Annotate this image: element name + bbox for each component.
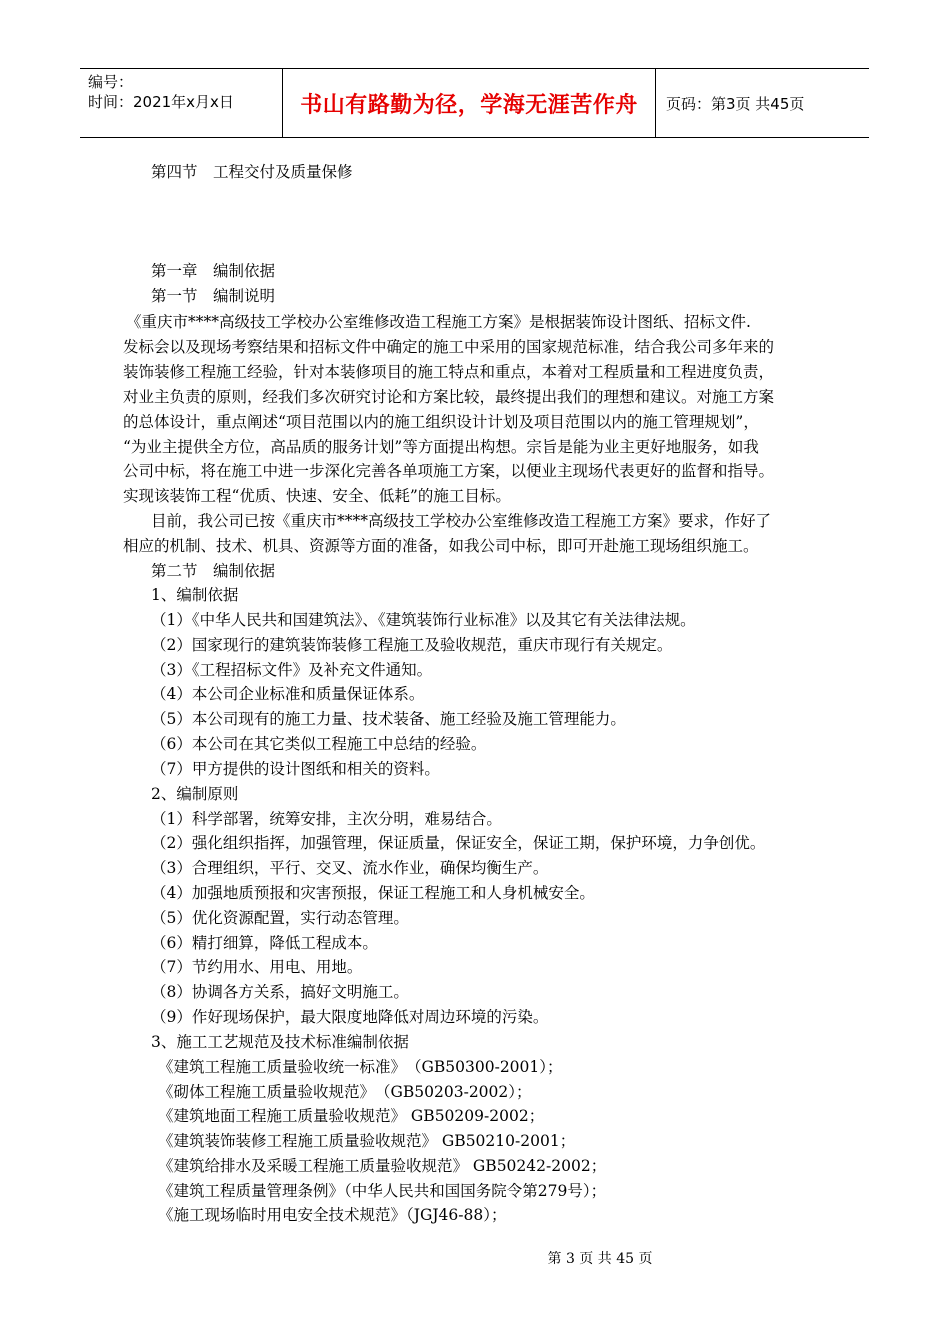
list-item: （6）精打细算，降低工程成本。 <box>151 934 378 952</box>
subsection-heading: 3、施工工艺规范及技术标准编制依据 <box>151 1033 409 1051</box>
paragraph-line: 实现该装饰工程“优质、快速、安全、低耗”的施工目标。 <box>123 487 511 505</box>
paragraph-line: 目前，我公司已按《重庆市****高级技工学校办公室维修改造工程施工方案》要求，作好了 <box>151 512 772 530</box>
list-item: （5）本公司现有的施工力量、技术装备、施工经验及施工管理能力。 <box>151 710 626 728</box>
standard-item: 《建筑给排水及采暖工程施工质量验收规范》 GB50242-2002； <box>158 1157 607 1175</box>
standard-item: 《建筑地面工程施工质量验收规范》 GB50209-2002； <box>158 1107 545 1125</box>
paragraph-line: 对业主负责的原则，经我们多次研究讨论和方案比较，最终提出我们的理想和建议。对施工方案 <box>123 388 775 406</box>
standard-item: 《施工现场临时用电安全技术规范》（JGJ46-88）； <box>158 1206 507 1224</box>
list-item: （8）协调各方关系，搞好文明施工。 <box>151 983 409 1001</box>
list-item: （3）《工程招标文件》及补充文件通知。 <box>151 661 433 679</box>
list-item: （4）本公司企业标准和质量保证体系。 <box>151 685 425 703</box>
section-heading: 第四节 工程交付及质量保修 <box>151 163 353 181</box>
header-page-label: 页码：第3页 共45页 <box>666 94 805 113</box>
paragraph-line: 公司中标，将在施工中进一步深化完善各单项施工方案，以便业主现场代表更好的监督和指导。 <box>123 462 775 480</box>
time-label: 时间：2021年x月x日 <box>88 93 234 111</box>
paragraph-line: 装饰装修工程施工经验，针对本装修项目的施工特点和重点，本着对工程质量和工程进度负责， <box>123 363 775 381</box>
header-motto: 书山有路勤为径，学海无涯苦作舟 <box>283 69 656 137</box>
section-heading: 第二节 编制依据 <box>151 562 276 580</box>
paragraph-line: “为业主提供全方位，高品质的服务计划”等方面提出构想。宗旨是能为业主更好地服务，如我 <box>123 438 759 456</box>
list-item: （5）优化资源配置，实行动态管理。 <box>151 909 409 927</box>
chapter-heading: 第一章 编制依据 <box>151 262 276 280</box>
subsection-heading: 1、编制依据 <box>151 586 239 604</box>
standard-item: 《砌体工程施工质量验收规范》 （GB50203-2002）； <box>158 1083 532 1101</box>
subsection-heading: 2、编制原则 <box>151 785 239 803</box>
list-item: （4）加强地质预报和灾害预报，保证工程施工和人身机械安全。 <box>151 884 595 902</box>
list-item: （6）本公司在其它类似工程施工中总结的经验。 <box>151 735 487 753</box>
paragraph-line: 相应的机制、技术、机具、资源等方面的准备，如我公司中标，即可开赴施工现场组织施工。 <box>123 537 759 555</box>
list-item: （7）节约用水、用电、用地。 <box>151 958 363 976</box>
list-item: （2）国家现行的建筑装饰装修工程施工及验收规范，重庆市现行有关规定。 <box>151 636 673 654</box>
list-item: （3）合理组织，平行、交叉、流水作业，确保均衡生产。 <box>151 859 549 877</box>
section-heading: 第一节 编制说明 <box>151 287 276 305</box>
paragraph-line: 的总体设计，重点阐述“项目范围以内的施工组织设计计划及项目范围以内的施工管理规划”， <box>123 413 759 431</box>
standard-item: 《建筑工程质量管理条例》（中华人民共和国国务院令第279号）； <box>158 1182 607 1200</box>
list-item: （9）作好现场保护，最大限度地降低对周边环境的污染。 <box>151 1008 549 1026</box>
standard-item: 《建筑装饰装修工程施工质量验收规范》 GB50210-2001； <box>158 1132 576 1150</box>
list-item: （1）科学部署，统筹安排，主次分明，难易结合。 <box>151 810 502 828</box>
page-footer: 第 3 页 共 45 页 <box>547 1251 653 1267</box>
header-meta <box>80 69 283 137</box>
paragraph-line: 发标会以及现场考察结果和招标文件中确定的施工中采用的国家规范标准，结合我公司多年来的 <box>123 338 775 356</box>
list-item: （1）《中华人民共和国建筑法》、《建筑装饰行业标准》以及其它有关法律法规。 <box>151 611 696 629</box>
standard-item: 《建筑工程施工质量验收统一标准》 （GB50300-2001）； <box>158 1058 563 1076</box>
list-item: （2）强化组织指挥，加强管理，保证质量，保证安全，保证工期，保护环境，力争创优。 <box>151 834 766 852</box>
page-header <box>80 68 869 138</box>
number-label: 编号： <box>88 73 134 91</box>
paragraph-line: 《重庆市****高级技工学校办公室维修改造工程施工方案》是根据装饰设计图纸、招标文件. <box>126 313 751 331</box>
list-item: （7）甲方提供的设计图纸和相关的资料。 <box>151 760 440 778</box>
